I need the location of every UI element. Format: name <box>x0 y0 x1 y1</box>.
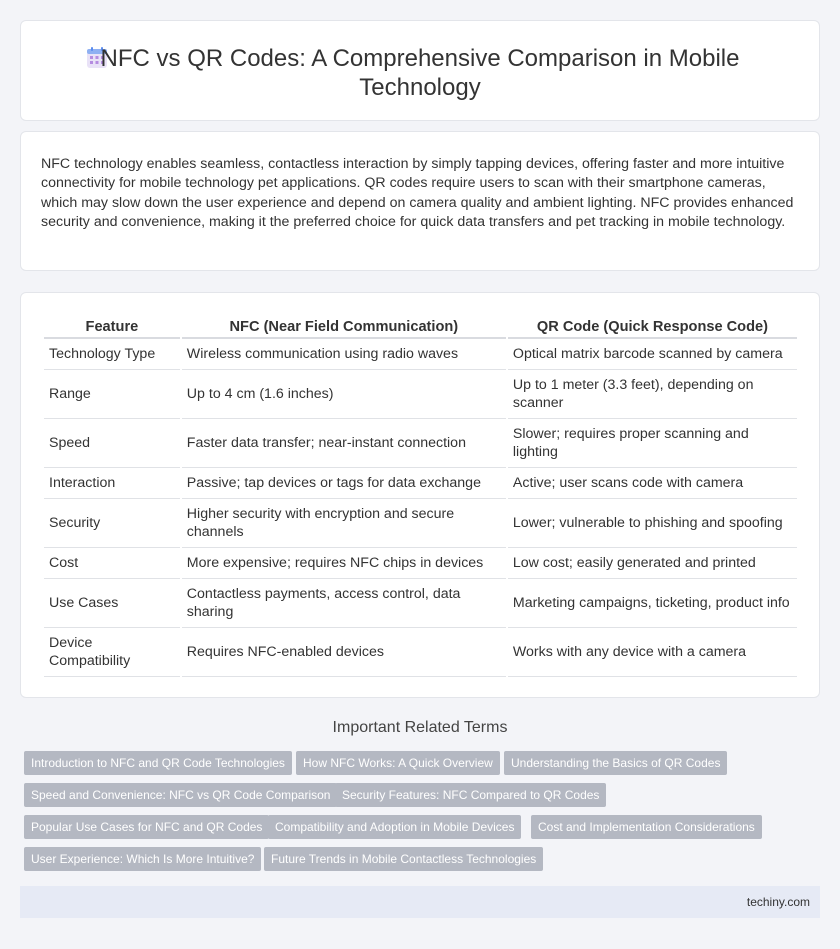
table-cell: Up to 1 meter (3.3 feet), depending on scanner <box>508 370 797 419</box>
intro-paragraph: NFC technology enables seamless, contactless interaction by simply tapping devices, offering faster and more intuitive connectivity for mobile technology pet applications. QR codes require users to scan with their smartphone cameras, which may slow down the user experience and depend on camera quality and ambient lighting. NFC provides enhanced security and convenience, making it the preferred choice for quick data transfers and pet tracking in mobile technology. <box>41 156 794 231</box>
page-title <box>21 44 819 102</box>
table-cell: Slower; requires proper scanning and lighting <box>508 419 797 468</box>
table-cell: Marketing campaigns, ticketing, product info <box>508 579 797 628</box>
table-cell: More expensive; requires NFC chips in devices <box>182 548 506 579</box>
table-cell: Lower; vulnerable to phishing and spoofing <box>508 499 797 548</box>
table-cell: Works with any device with a camera <box>508 628 797 677</box>
related-tag[interactable]: Speed and Convenience: NFC vs QR Code Comparison <box>24 783 337 807</box>
intro-card <box>20 131 820 271</box>
comparison-table <box>42 317 799 677</box>
comparison-table-card <box>20 292 820 698</box>
footer-bar <box>20 886 820 918</box>
related-tag[interactable]: Compatibility and Adoption in Mobile Devices <box>268 815 521 839</box>
table-cell: Speed <box>44 419 180 468</box>
related-tag[interactable]: Security Features: NFC Compared to QR Codes <box>335 783 606 807</box>
related-tag[interactable]: User Experience: Which Is More Intuitive? <box>24 847 261 871</box>
table-row <box>44 339 797 370</box>
table-cell: Device Compatibility <box>44 628 180 677</box>
related-tag[interactable]: Understanding the Basics of QR Codes <box>504 751 727 775</box>
footer-site-link[interactable]: techiny.com <box>746 895 810 909</box>
table-row <box>44 628 797 677</box>
table-cell: Cost <box>44 548 180 579</box>
table-cell: Range <box>44 370 180 419</box>
table-cell: Optical matrix barcode scanned by camera <box>508 339 797 370</box>
header-nfc: NFC (Near Field Communication) <box>182 317 506 339</box>
page-title-line1: NFC vs QR Codes: A Comprehensive Comparison in Mobile <box>100 45 740 72</box>
related-tag[interactable]: Popular Use Cases for NFC and QR Codes <box>24 815 269 839</box>
table-cell: Active; user scans code with camera <box>508 468 797 499</box>
table-cell: Interaction <box>44 468 180 499</box>
table-cell: Faster data transfer; near-instant connection <box>182 419 506 468</box>
table-cell: Technology Type <box>44 339 180 370</box>
table-cell: Wireless communication using radio waves <box>182 339 506 370</box>
table-cell: Security <box>44 499 180 548</box>
table-cell: Use Cases <box>44 579 180 628</box>
related-tag[interactable]: Future Trends in Mobile Contactless Technologies <box>264 847 543 871</box>
table-row <box>44 370 797 419</box>
table-cell: Low cost; easily generated and printed <box>508 548 797 579</box>
table-cell: Higher security with encryption and secure channels <box>182 499 506 548</box>
table-cell: Requires NFC-enabled devices <box>182 628 506 677</box>
table-row <box>44 419 797 468</box>
table-row <box>44 579 797 628</box>
related-tag[interactable]: Introduction to NFC and QR Code Technologies <box>24 751 292 775</box>
related-terms-title: Important Related Terms <box>332 719 508 736</box>
table-row <box>44 499 797 548</box>
header-card <box>20 20 820 121</box>
table-row <box>44 468 797 499</box>
table-cell: Contactless payments, access control, data sharing <box>182 579 506 628</box>
header-feature: Feature <box>44 317 180 339</box>
related-tag[interactable]: How NFC Works: A Quick Overview <box>296 751 500 775</box>
table-cell: Up to 4 cm (1.6 inches) <box>182 370 506 419</box>
table-cell: Passive; tap devices or tags for data exchange <box>182 468 506 499</box>
header-qr: QR Code (Quick Response Code) <box>508 317 797 339</box>
table-row <box>44 548 797 579</box>
table-header-row <box>44 317 797 339</box>
related-tag[interactable]: Cost and Implementation Considerations <box>531 815 762 839</box>
page-title-line2: Technology <box>359 74 481 101</box>
